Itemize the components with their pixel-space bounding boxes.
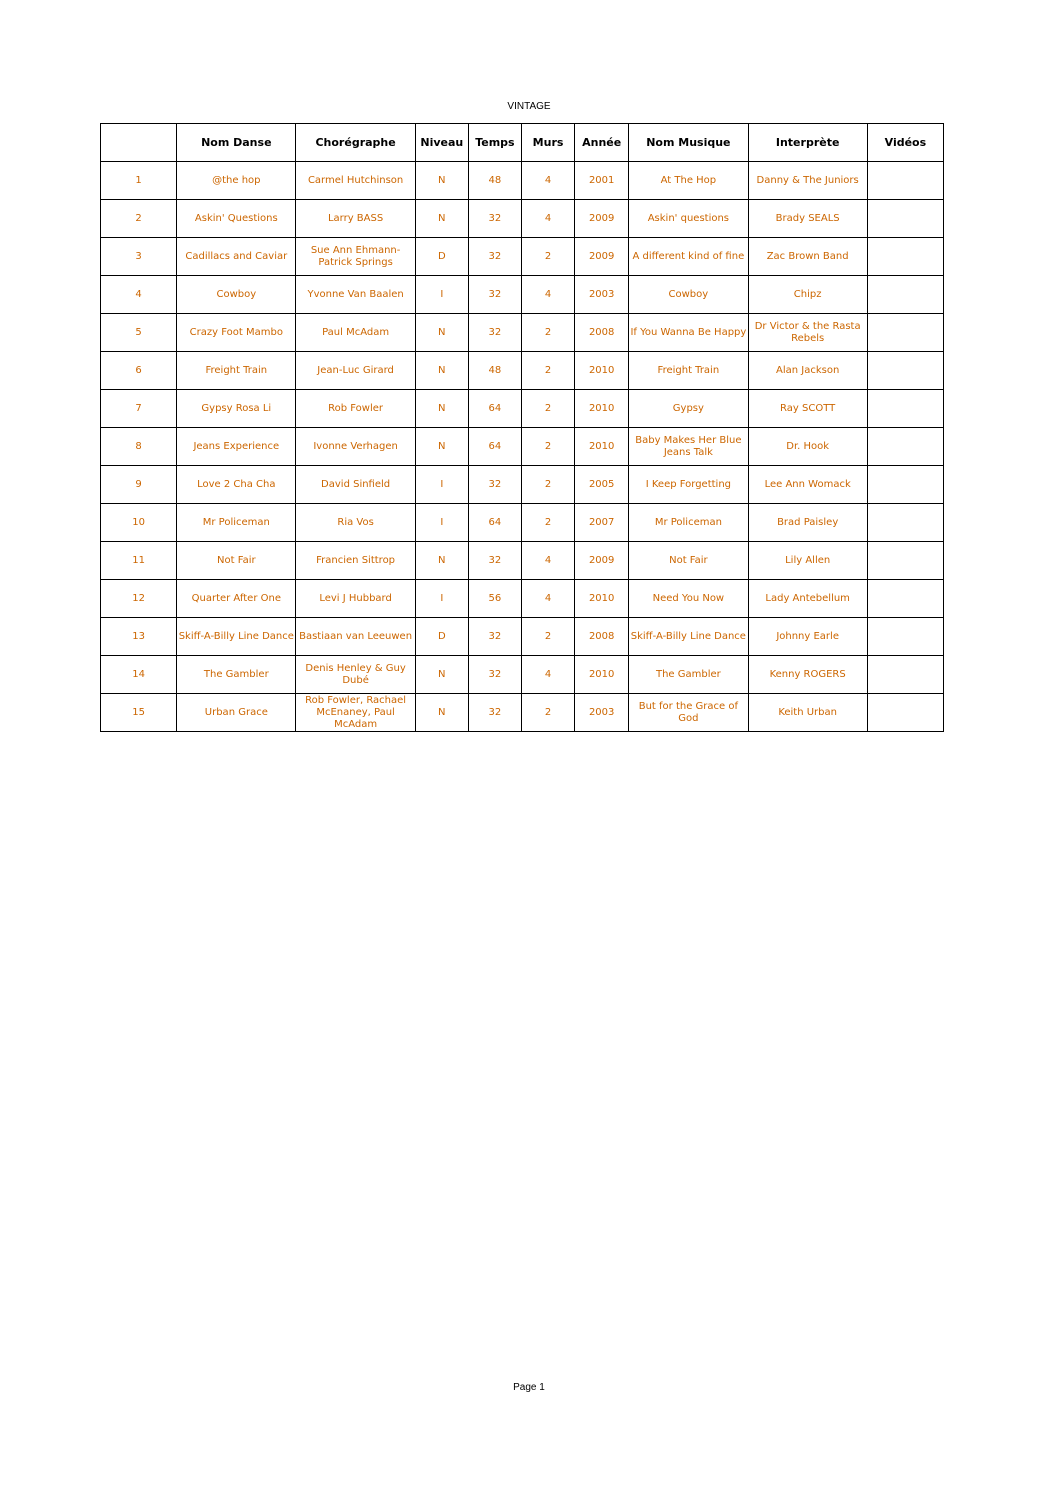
- cell-choreographer: Levi J Hubbard: [296, 580, 415, 618]
- cell-level: D: [415, 618, 468, 656]
- cell-videos: [867, 428, 943, 466]
- cell-dance-name: Gypsy Rosa Li: [177, 390, 296, 428]
- cell-level: N: [415, 542, 468, 580]
- cell-music-title: The Gambler: [629, 656, 748, 694]
- column-header-level: Niveau: [415, 124, 468, 162]
- cell-level: D: [415, 238, 468, 276]
- cell-music-title: Gypsy: [629, 390, 748, 428]
- cell-index: 9: [101, 466, 177, 504]
- cell-artist: Brad Paisley: [748, 504, 867, 542]
- cell-music-title: But for the Grace of God: [629, 694, 748, 732]
- column-header-videos: Vidéos: [867, 124, 943, 162]
- table-row: [101, 694, 944, 732]
- cell-index: 6: [101, 352, 177, 390]
- cell-choreographer: Paul McAdam: [296, 314, 415, 352]
- cell-walls: 2: [521, 352, 574, 390]
- cell-dance-name: Mr Policeman: [177, 504, 296, 542]
- cell-music-title: If You Wanna Be Happy: [629, 314, 748, 352]
- cell-dance-name: Urban Grace: [177, 694, 296, 732]
- cell-counts: 56: [468, 580, 521, 618]
- cell-dance-name: Jeans Experience: [177, 428, 296, 466]
- cell-videos: [867, 276, 943, 314]
- page-title: VINTAGE: [507, 101, 551, 112]
- table-row: [101, 466, 944, 504]
- table-row: [101, 618, 944, 656]
- cell-year: 2007: [575, 504, 629, 542]
- table-row: [101, 428, 944, 466]
- cell-videos: [867, 542, 943, 580]
- cell-level: N: [415, 656, 468, 694]
- cell-level: I: [415, 504, 468, 542]
- table-row: [101, 200, 944, 238]
- cell-music-title: Askin' questions: [629, 200, 748, 238]
- column-header-index: [101, 124, 177, 162]
- cell-choreographer: Bastiaan van Leeuwen: [296, 618, 415, 656]
- cell-choreographer: Larry BASS: [296, 200, 415, 238]
- cell-index: 13: [101, 618, 177, 656]
- cell-artist: Johnny Earle: [748, 618, 867, 656]
- cell-walls: 4: [521, 200, 574, 238]
- cell-year: 2008: [575, 618, 629, 656]
- cell-index: 14: [101, 656, 177, 694]
- cell-music-title: Not Fair: [629, 542, 748, 580]
- cell-dance-name: @the hop: [177, 162, 296, 200]
- cell-index: 5: [101, 314, 177, 352]
- column-header-year: Année: [575, 124, 629, 162]
- cell-music-title: A different kind of fine: [629, 238, 748, 276]
- header-row: [101, 124, 944, 162]
- cell-choreographer: Ivonne Verhagen: [296, 428, 415, 466]
- cell-counts: 64: [468, 390, 521, 428]
- cell-index: 4: [101, 276, 177, 314]
- cell-choreographer: Denis Henley & Guy Dubé: [296, 656, 415, 694]
- cell-year: 2001: [575, 162, 629, 200]
- cell-videos: [867, 618, 943, 656]
- cell-music-title: Cowboy: [629, 276, 748, 314]
- cell-videos: [867, 314, 943, 352]
- table-row: [101, 656, 944, 694]
- cell-year: 2005: [575, 466, 629, 504]
- cell-level: N: [415, 200, 468, 238]
- cell-counts: 32: [468, 656, 521, 694]
- cell-videos: [867, 466, 943, 504]
- table-row: [101, 580, 944, 618]
- cell-year: 2010: [575, 352, 629, 390]
- cell-music-title: Mr Policeman: [629, 504, 748, 542]
- cell-music-title: At The Hop: [629, 162, 748, 200]
- cell-videos: [867, 580, 943, 618]
- table-row: [101, 276, 944, 314]
- cell-videos: [867, 162, 943, 200]
- table-row: [101, 352, 944, 390]
- cell-videos: [867, 694, 943, 732]
- cell-index: 11: [101, 542, 177, 580]
- cell-level: N: [415, 314, 468, 352]
- cell-choreographer: Rob Fowler, Rachael McEnaney, Paul McAdam: [296, 694, 415, 732]
- cell-videos: [867, 200, 943, 238]
- cell-year: 2009: [575, 200, 629, 238]
- cell-level: N: [415, 428, 468, 466]
- cell-artist: Ray SCOTT: [748, 390, 867, 428]
- cell-level: N: [415, 162, 468, 200]
- table-row: [101, 504, 944, 542]
- cell-dance-name: The Gambler: [177, 656, 296, 694]
- column-header-counts: Temps: [468, 124, 521, 162]
- cell-dance-name: Skiff-A-Billy Line Dance: [177, 618, 296, 656]
- cell-artist: Dr. Hook: [748, 428, 867, 466]
- cell-choreographer: Sue Ann Ehmann-Patrick Springs: [296, 238, 415, 276]
- cell-year: 2003: [575, 276, 629, 314]
- cell-videos: [867, 504, 943, 542]
- cell-music-title: Freight Train: [629, 352, 748, 390]
- cell-counts: 48: [468, 352, 521, 390]
- column-header-walls: Murs: [521, 124, 574, 162]
- cell-dance-name: Cadillacs and Caviar: [177, 238, 296, 276]
- cell-dance-name: Crazy Foot Mambo: [177, 314, 296, 352]
- cell-index: 7: [101, 390, 177, 428]
- cell-level: I: [415, 466, 468, 504]
- cell-counts: 32: [468, 466, 521, 504]
- cell-artist: Chipz: [748, 276, 867, 314]
- cell-counts: 32: [468, 618, 521, 656]
- table-row: [101, 542, 944, 580]
- cell-dance-name: Cowboy: [177, 276, 296, 314]
- cell-year: 2010: [575, 580, 629, 618]
- cell-year: 2009: [575, 238, 629, 276]
- cell-counts: 32: [468, 276, 521, 314]
- cell-year: 2010: [575, 428, 629, 466]
- cell-choreographer: Francien Sittrop: [296, 542, 415, 580]
- cell-artist: Zac Brown Band: [748, 238, 867, 276]
- cell-choreographer: David Sinfield: [296, 466, 415, 504]
- table-row: [101, 314, 944, 352]
- cell-counts: 48: [468, 162, 521, 200]
- cell-index: 12: [101, 580, 177, 618]
- cell-music-title: Skiff-A-Billy Line Dance: [629, 618, 748, 656]
- table-row: [101, 238, 944, 276]
- cell-artist: Kenny ROGERS: [748, 656, 867, 694]
- cell-year: 2008: [575, 314, 629, 352]
- cell-counts: 32: [468, 694, 521, 732]
- cell-artist: Keith Urban: [748, 694, 867, 732]
- cell-artist: Alan Jackson: [748, 352, 867, 390]
- cell-walls: 2: [521, 314, 574, 352]
- cell-year: 2003: [575, 694, 629, 732]
- cell-choreographer: Jean-Luc Girard: [296, 352, 415, 390]
- dance-table: [100, 123, 944, 732]
- cell-dance-name: Love 2 Cha Cha: [177, 466, 296, 504]
- cell-walls: 4: [521, 542, 574, 580]
- column-header-choreographer: Chorégraphe: [296, 124, 415, 162]
- cell-index: 1: [101, 162, 177, 200]
- cell-counts: 32: [468, 314, 521, 352]
- cell-walls: 2: [521, 466, 574, 504]
- cell-level: N: [415, 390, 468, 428]
- cell-index: 15: [101, 694, 177, 732]
- cell-dance-name: Not Fair: [177, 542, 296, 580]
- cell-walls: 2: [521, 694, 574, 732]
- cell-music-title: Need You Now: [629, 580, 748, 618]
- cell-videos: [867, 656, 943, 694]
- cell-index: 8: [101, 428, 177, 466]
- cell-videos: [867, 390, 943, 428]
- cell-year: 2009: [575, 542, 629, 580]
- cell-artist: Lady Antebellum: [748, 580, 867, 618]
- cell-artist: Brady SEALS: [748, 200, 867, 238]
- column-header-music-title: Nom Musique: [629, 124, 748, 162]
- cell-walls: 4: [521, 162, 574, 200]
- cell-walls: 2: [521, 504, 574, 542]
- cell-counts: 64: [468, 504, 521, 542]
- cell-walls: 4: [521, 580, 574, 618]
- cell-level: N: [415, 694, 468, 732]
- cell-dance-name: Quarter After One: [177, 580, 296, 618]
- cell-videos: [867, 352, 943, 390]
- cell-counts: 32: [468, 238, 521, 276]
- cell-counts: 32: [468, 542, 521, 580]
- table-row: [101, 390, 944, 428]
- cell-artist: Lily Allen: [748, 542, 867, 580]
- cell-level: I: [415, 580, 468, 618]
- cell-artist: Lee Ann Womack: [748, 466, 867, 504]
- cell-walls: 2: [521, 238, 574, 276]
- cell-music-title: Baby Makes Her Blue Jeans Talk: [629, 428, 748, 466]
- cell-index: 10: [101, 504, 177, 542]
- cell-year: 2010: [575, 390, 629, 428]
- cell-artist: Danny & The Juniors: [748, 162, 867, 200]
- page-footer: Page 1: [513, 1382, 545, 1393]
- cell-dance-name: Askin' Questions: [177, 200, 296, 238]
- cell-artist: Dr Victor & the Rasta Rebels: [748, 314, 867, 352]
- cell-index: 2: [101, 200, 177, 238]
- cell-walls: 4: [521, 276, 574, 314]
- cell-dance-name: Freight Train: [177, 352, 296, 390]
- cell-choreographer: Ria Vos: [296, 504, 415, 542]
- cell-level: I: [415, 276, 468, 314]
- table-row: [101, 162, 944, 200]
- cell-counts: 64: [468, 428, 521, 466]
- cell-year: 2010: [575, 656, 629, 694]
- cell-walls: 4: [521, 656, 574, 694]
- cell-level: N: [415, 352, 468, 390]
- cell-choreographer: Yvonne Van Baalen: [296, 276, 415, 314]
- cell-videos: [867, 238, 943, 276]
- cell-index: 3: [101, 238, 177, 276]
- cell-walls: 2: [521, 428, 574, 466]
- cell-walls: 2: [521, 618, 574, 656]
- column-header-dance-name: Nom Danse: [177, 124, 296, 162]
- column-header-artist: Interprète: [748, 124, 867, 162]
- cell-music-title: I Keep Forgetting: [629, 466, 748, 504]
- cell-walls: 2: [521, 390, 574, 428]
- cell-counts: 32: [468, 200, 521, 238]
- cell-choreographer: Carmel Hutchinson: [296, 162, 415, 200]
- cell-choreographer: Rob Fowler: [296, 390, 415, 428]
